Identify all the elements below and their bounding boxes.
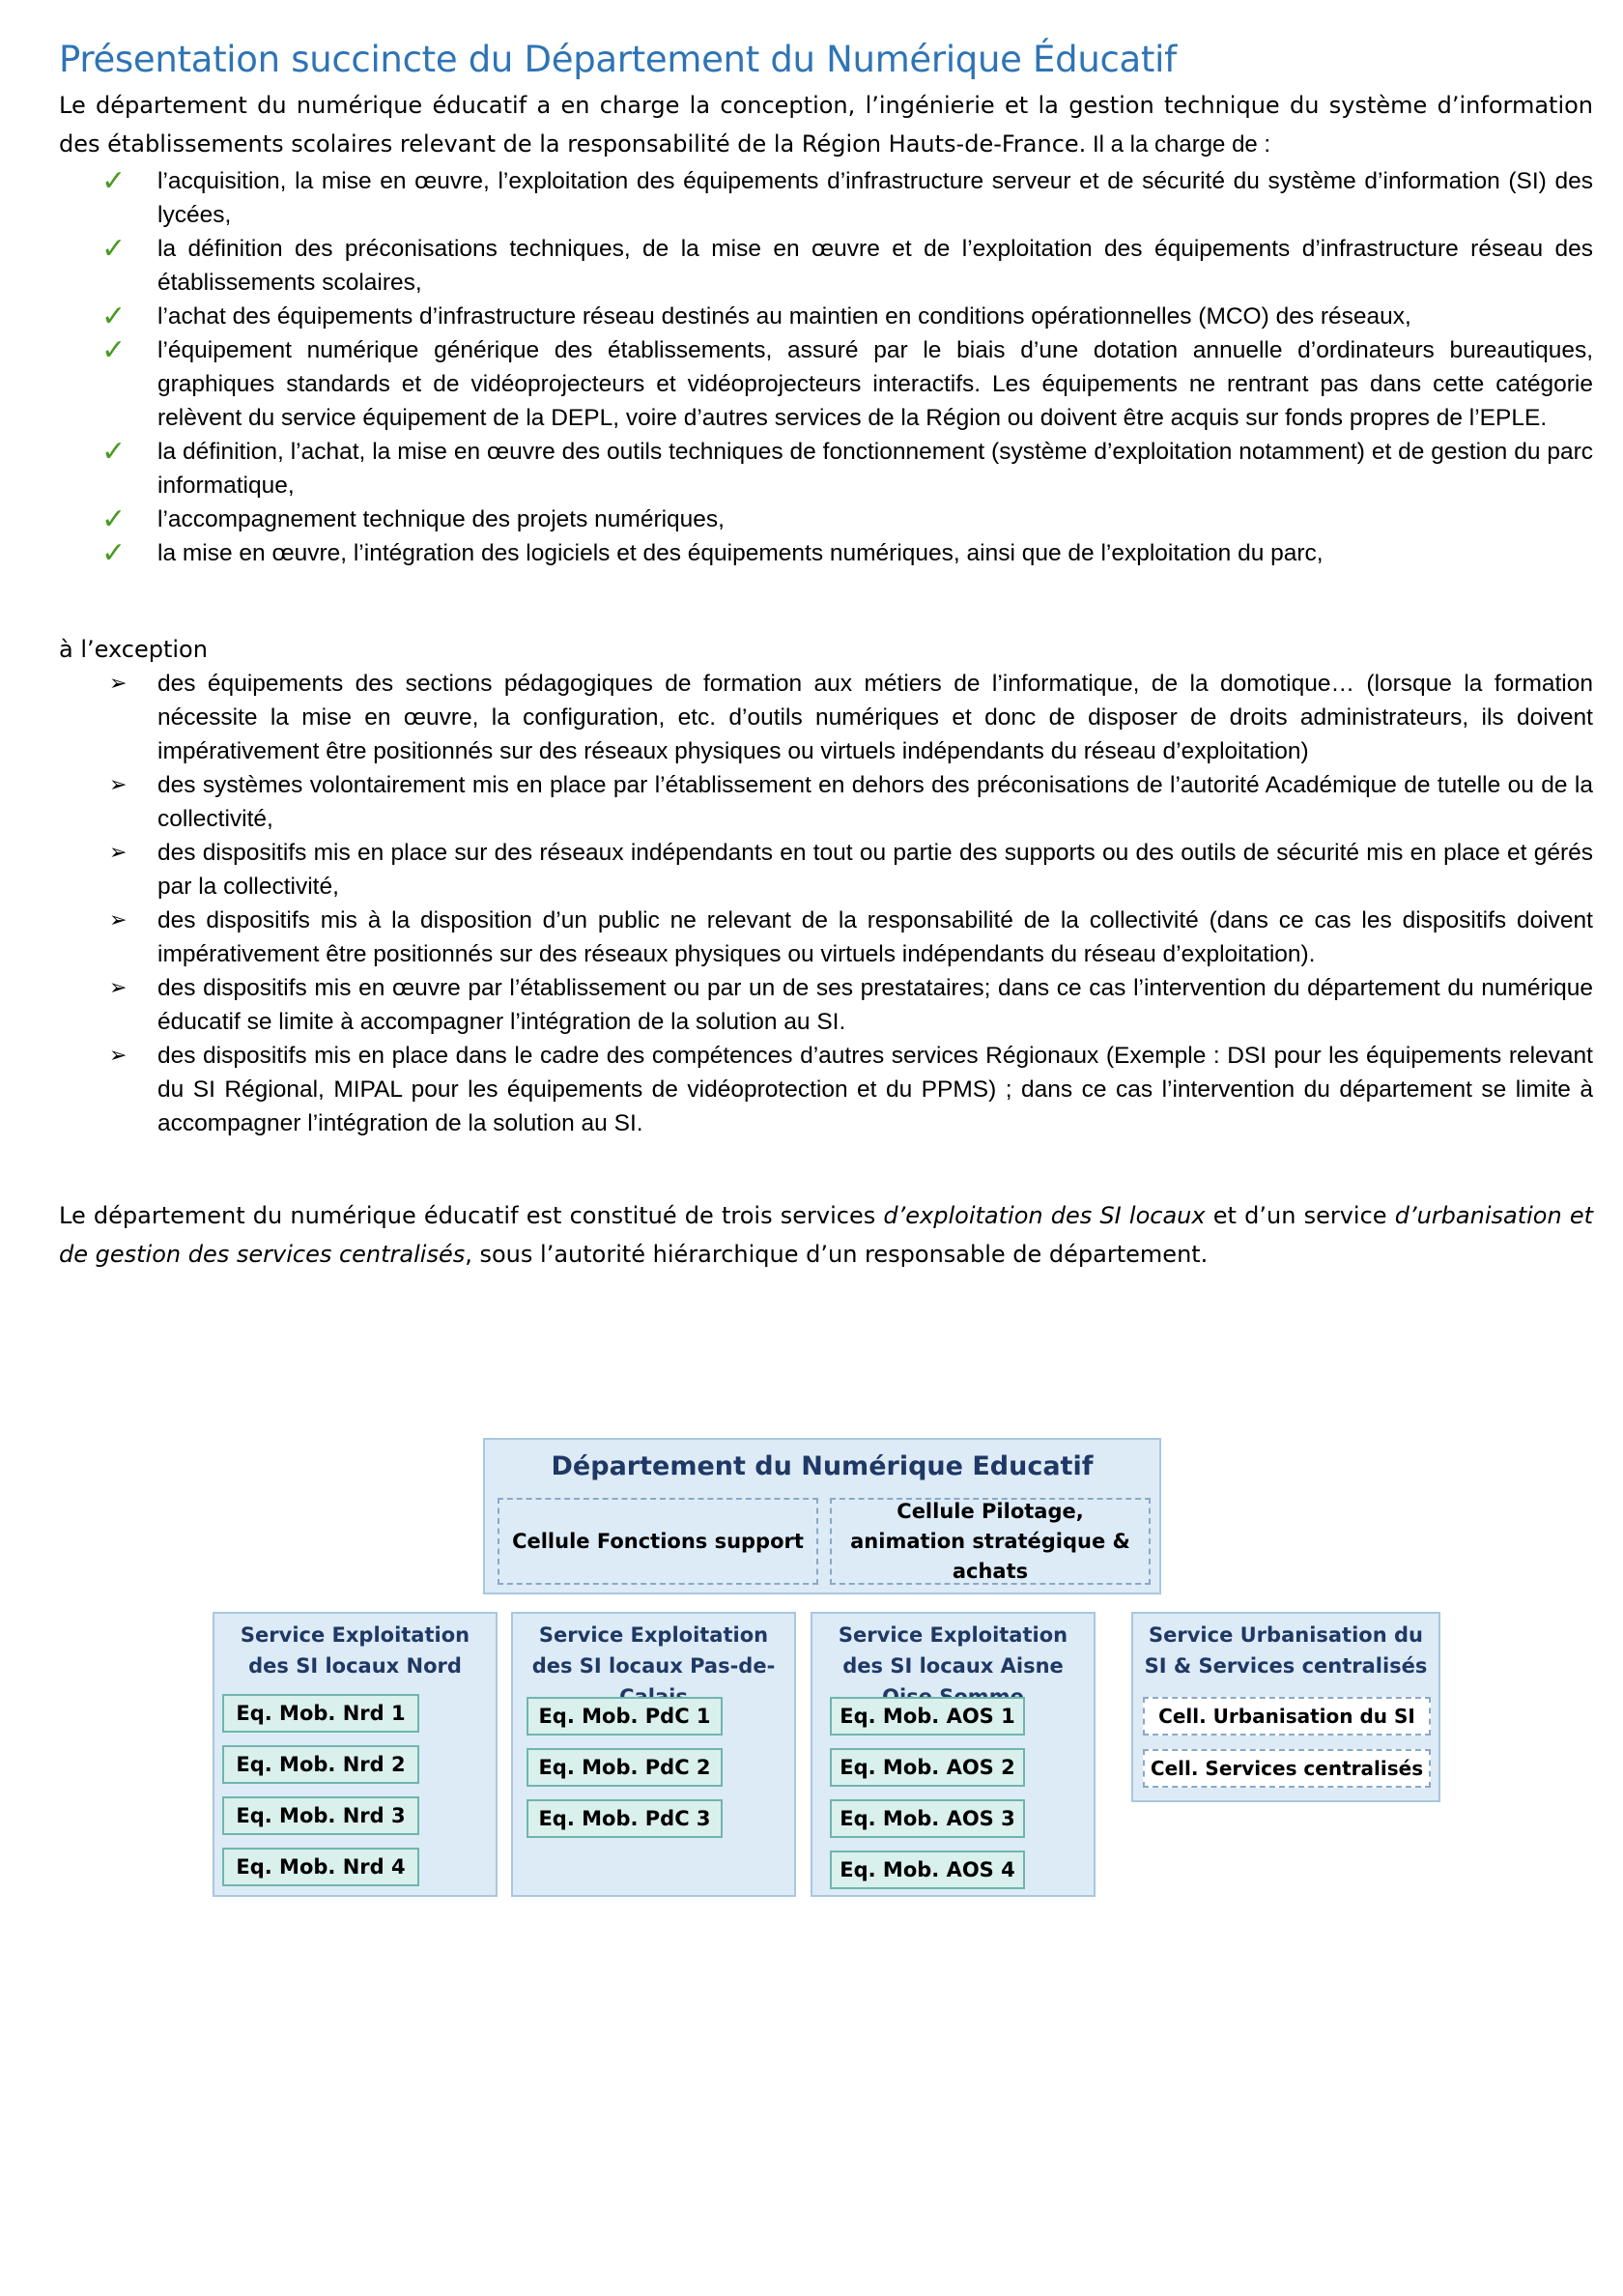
- team-box: Eq. Mob. AOS 4: [830, 1851, 1025, 1889]
- mission-item: ✓ l’accompagnement technique des projets numériques,: [101, 502, 725, 536]
- team-box: Eq. Mob. AOS 1: [830, 1697, 1025, 1736]
- sub-cell-box: Cell. Urbanisation du SI: [1143, 1697, 1431, 1736]
- team-box: Eq. Mob. PdC 1: [527, 1697, 723, 1736]
- checkmark-icon: ✓: [101, 232, 127, 266]
- exception-item: ➢ des dispositifs mis en place dans le cadre des compétences d’autres services Régionaux (Exemple : DSI pour les équipements relevant du SI Régional, MIPAL pour les équipements de vidéoprotection et du PPMS) ; dans ce cas l’intervention du département se limite à accompagner l’intégration de la solution au SI.: [59, 1039, 1593, 1140]
- exception-item: ➢ des dispositifs mis en place sur des réseaux indépendants en tout ou partie des supports ou des outils de sécurité mis en place et gérés par la collectivité,: [59, 836, 1593, 904]
- cell-support-box: Cellule Fonctions support: [498, 1498, 818, 1585]
- exception-item: ➢ des dispositifs mis à la disposition d’un public ne relevant de la responsabilité de la collectivité (dans ce cas les dispositifs doivent impérativement être positionnés sur des réseaux physiques ou virtuels indépendants du réseau d’exploitation).: [59, 904, 1593, 971]
- exception-item: ➢ des systèmes volontairement mis en place par l’établissement en dehors des préconisations de l’autorité Académique de tutelle ou de la collectivité,: [59, 768, 1593, 836]
- emphasis-urbanisation: d’urbanisation et de gestion des services centralisés: [59, 1202, 1594, 1268]
- document-page: [59, 39, 1593, 1274]
- team-box: Eq. Mob. PdC 2: [527, 1748, 723, 1787]
- arrow-bullet-icon: ➢: [109, 841, 128, 865]
- checkmark-icon: ✓: [101, 435, 127, 469]
- exception-label: à l’exception: [59, 636, 208, 663]
- service-title: Service Exploitation des SI locaux Nord: [240, 1623, 470, 1678]
- intro-text: Le département du numérique éducatif a en charge la conception, l’ingénierie et la gestion technique du système d’information des établissements scolaires relevant de la responsabilité de la Région Hauts-de-France.: [59, 92, 1593, 158]
- team-box: Eq. Mob. AOS 2: [830, 1748, 1025, 1787]
- team-box: Eq. Mob. PdC 3: [527, 1799, 723, 1838]
- mission-item: ✓ la définition des préconisations techniques, de la mise en œuvre et de l’exploitation des équipements d’infrastructure réseau des établissements scolaires,: [101, 232, 1593, 296]
- emphasis-exploitation: d’exploitation des SI locaux: [883, 1202, 1206, 1229]
- service-box-aisne-oise-somme: [811, 1612, 1096, 1897]
- arrow-bullet-icon: ➢: [109, 976, 128, 1000]
- checkmark-icon: ✓: [101, 502, 127, 536]
- arrow-bullet-icon: ➢: [109, 1044, 128, 1068]
- checkmark-icon: ✓: [101, 300, 127, 333]
- team-box: Eq. Mob. Nrd 2: [222, 1745, 419, 1784]
- team-box: Eq. Mob. AOS 3: [830, 1799, 1025, 1838]
- checkmark-icon: ✓: [101, 536, 127, 570]
- missions-list: [59, 164, 1593, 570]
- service-box-pas-de-calais: [511, 1612, 796, 1897]
- service-title: Service Exploitation des SI locaux Pas-de-: [531, 1623, 776, 1678]
- service-title: Service Exploitation des SI locaux Aisne: [838, 1623, 1068, 1678]
- mission-item: ✓ la définition, l’achat, la mise en œuvre des outils techniques de fonctionnement (système d’exploitation notamment) et de gestion du parc informatique,: [101, 435, 1593, 499]
- exceptions-list: [59, 667, 1593, 1140]
- mission-item: ✓ l’équipement numérique générique des établissements, assuré par le biais d’une dotation annuelle d’ordinateurs bureautiques, graphiques standards et de vidéoprojecteurs et vidéoprojecteurs interactifs. Les équipements ne rentrant pas dans cette catégorie relèvent du service équipement de la DEPL, voire d’autres services de la Région ou doivent être acquis sur fonds propres de l’EPLE.: [101, 333, 1593, 431]
- sub-cell-box: Cell. Services centralisés: [1143, 1749, 1431, 1788]
- arrow-bullet-icon: ➢: [109, 773, 128, 797]
- intro-tail: Il a la charge de :: [1086, 131, 1271, 158]
- page-title: Présentation succincte du Département du Numérique Éducatif: [59, 39, 1177, 80]
- intro-paragraph: [59, 86, 1593, 164]
- mission-item: ✓ l’acquisition, la mise en œuvre, l’exploitation des équipements d’infrastructure serveur et de sécurité du système d’information (SI) des lycées,: [101, 164, 1593, 228]
- team-box: Eq. Mob. Nrd 4: [222, 1848, 419, 1886]
- team-box: Eq. Mob. Nrd 1: [222, 1694, 419, 1733]
- service-box-nord: [213, 1612, 498, 1897]
- mission-item: ✓ l’achat des équipements d’infrastructure réseau destinés au maintien en conditions opérationnelles (MCO) des réseaux,: [101, 300, 1411, 333]
- arrow-bullet-icon: ➢: [109, 672, 128, 696]
- department-title: Département du Numérique Educatif: [551, 1451, 1094, 1481]
- service-title: Service Urbanisation du SI & Services centralisés: [1144, 1623, 1428, 1678]
- mission-item: ✓ la mise en œuvre, l’intégration des logiciels et des équipements numériques, ainsi que de l’exploitation du parc,: [101, 536, 1324, 570]
- checkmark-icon: ✓: [101, 333, 127, 367]
- cell-pilotage-box: Cellule Pilotage, animation stratégique & achats: [830, 1498, 1151, 1585]
- department-box: [483, 1438, 1161, 1594]
- service-box-urbanisation: [1131, 1612, 1440, 1802]
- exception-item: ➢ des dispositifs mis en œuvre par l’établissement ou par un de ses prestataires; dans ce cas l’intervention du département du numérique éducatif se limite à accompagner l’intégration de la solution au SI.: [59, 971, 1593, 1039]
- composition-paragraph: Le département du numérique éducatif est constitué de trois services d’exploitation des SI locaux et d’un service d’urbanisation et de gestion des services centralisés, sous l’autorité hiérarchique d’un responsable de département.: [59, 1202, 1594, 1268]
- checkmark-icon: ✓: [101, 164, 127, 198]
- exception-item: ➢ des équipements des sections pédagogiques de formation aux métiers de l’informatique, de la domotique… (lorsque la formation nécessite la mise en œuvre, la configuration, etc. d’outils numériques et donc de disposer de droits administrateurs, ils doivent impérativement être positionnés sur des réseaux physiques ou virtuels indépendants du réseau d’exploitation): [59, 667, 1593, 768]
- team-box: Eq. Mob. Nrd 3: [222, 1796, 419, 1835]
- arrow-bullet-icon: ➢: [109, 908, 128, 933]
